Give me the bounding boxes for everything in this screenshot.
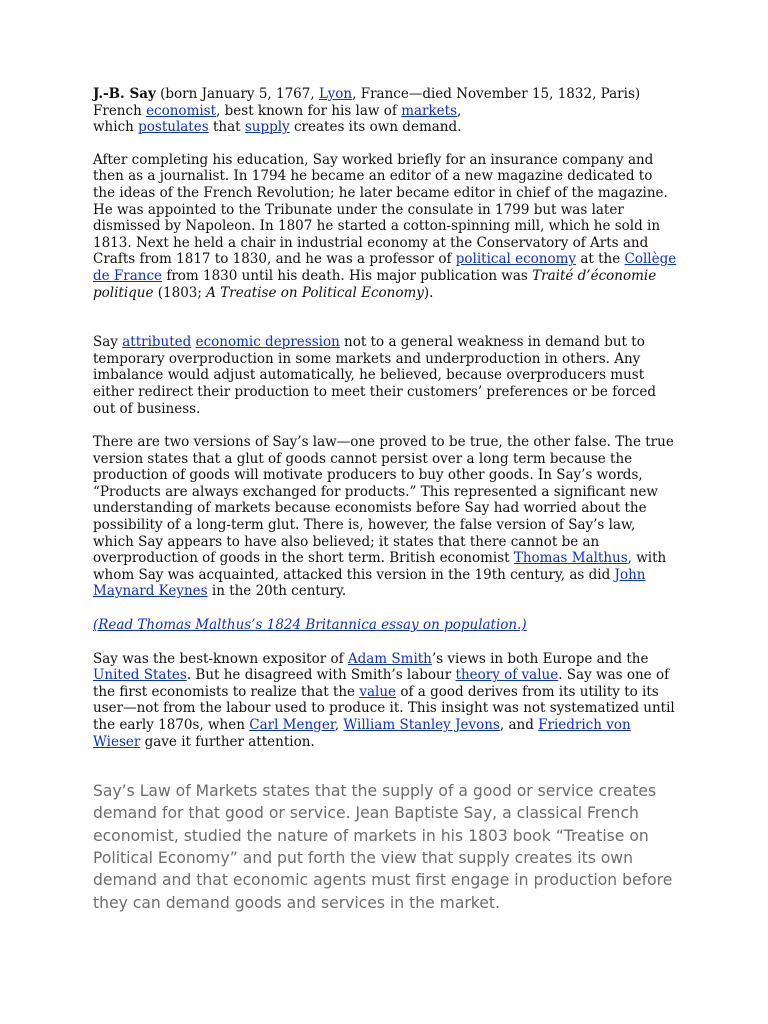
united-states-link[interactable]: United States — [93, 667, 187, 684]
john-maynard-keynes-link[interactable]: John Maynard Keynes — [93, 566, 646, 600]
attributed-link[interactable]: attributed — [122, 334, 192, 351]
depression-paragraph: Say attributed economic depression not to a general weakness in demand but to temporary overproduction in some markets and underproduction in others. Any imbalance would adjust automatically, he believed, because overproducers must either redirect their production to meet their customers’ preferences or be forced out of business. — [93, 334, 656, 417]
traite-title: Traité d’économie politique — [93, 267, 657, 301]
adam-smith-paragraph: Say was the best-known expositor of Adam Smith’s views in both Europe and the United States. But he disagreed with Smith’s labour theory of value. Say was one of the first economists to realize that the value of a good derives from its utility to its user—not from the labour used to produce it. This insight was not systematized until the early 1870s, when Carl Menger, William Stanley Jevons, and Friedrich von Wieser gave it further attention. — [93, 650, 675, 750]
markets-link[interactable]: markets — [401, 102, 458, 119]
article — [93, 86, 678, 914]
adam-smith-link[interactable]: Adam Smith — [347, 650, 432, 667]
carl-menger-link[interactable]: Carl Menger — [249, 717, 335, 733]
theory-of-value-link[interactable]: theory of value — [455, 667, 559, 684]
supply-link[interactable]: supply — [244, 119, 290, 136]
lyon-link[interactable]: Lyon — [318, 86, 353, 102]
economist-link[interactable]: economist — [146, 102, 217, 119]
says-law-versions-paragraph: There are two versions of Say’s law—one proved to be true, the other false. The true version states that a glut of goods cannot persist over a long term because the production of goods will motivate producers to buy other goods. In Say’s words, “Products are always exchanged for products.” This represented a significant new understanding of markets because economists before Say had worried about the possibility of a long-term glut. There is, however, the false version of Say’s law, which Say appears to have also believed; it states that there cannot be an overproduction of goods in the short term. British economist Thomas Malthus, with whom Say was acquainted, attacked this version in the 19th century, as did John Maynard Keynes in the 20th century. — [93, 434, 674, 600]
value-link[interactable]: value — [359, 683, 397, 700]
intro-paragraph: J.-B. Say (born January 5, 1767, Lyon, France—died November 15, 1832, Paris) French economist, best known for his law of markets, which postulates that supply creates its own demand. — [93, 86, 641, 136]
college-de-france-link[interactable]: Collège de France — [93, 251, 677, 284]
treatise-title: A Treatise on Political Economy — [206, 284, 424, 301]
malthus-essay-link[interactable]: (Read Thomas Malthus’s 1824 Britannica essay on population.) — [93, 617, 527, 634]
friedrich-von-wieser-link[interactable]: Friedrich von Wieser — [93, 717, 631, 750]
economic-depression-link[interactable]: economic depression — [195, 334, 340, 351]
subject-name: J.-B. Say — [93, 86, 156, 102]
postulates-link[interactable]: postulates — [138, 119, 209, 136]
career-paragraph: After completing his education, Say worked briefly for an insurance company and then as a journalist. In 1794 he became an editor of a new magazine dedicated to the ideas of the French Revolution; he later became editor in chief of the magazine. He was appointed to the Tribunate under the consulate in 1799 but was later dismissed by Napoleon. In 1807 he started a cotton-spinning mill, which he sold in 1813. Next he held a chair in industrial economy at the Conservatory of Arts and Crafts from 1817 to 1830, and he was a professor of political economy at the Collège de France from 1830 until his death. His major publication was Traité d’économie politique (1803; A Treatise on Political Economy). — [93, 151, 677, 301]
william-stanley-jevons-link[interactable]: William Stanley Jevons — [343, 717, 500, 733]
read-more-paragraph — [93, 617, 678, 634]
summary-paragraph: Say’s Law of Markets states that the supply of a good or service creates demand for that good or service. Jean Baptiste Say, a classical French economist, studied the nature of markets in his 1803 book “Treatise on Political Economy” and put forth the view that supply creates its own demand and that economic agents must first engage in production before they can demand goods and services in the market. — [93, 782, 673, 912]
political-economy-link[interactable]: political economy — [455, 251, 577, 268]
thomas-malthus-link[interactable]: Thomas Malthus — [513, 550, 628, 567]
